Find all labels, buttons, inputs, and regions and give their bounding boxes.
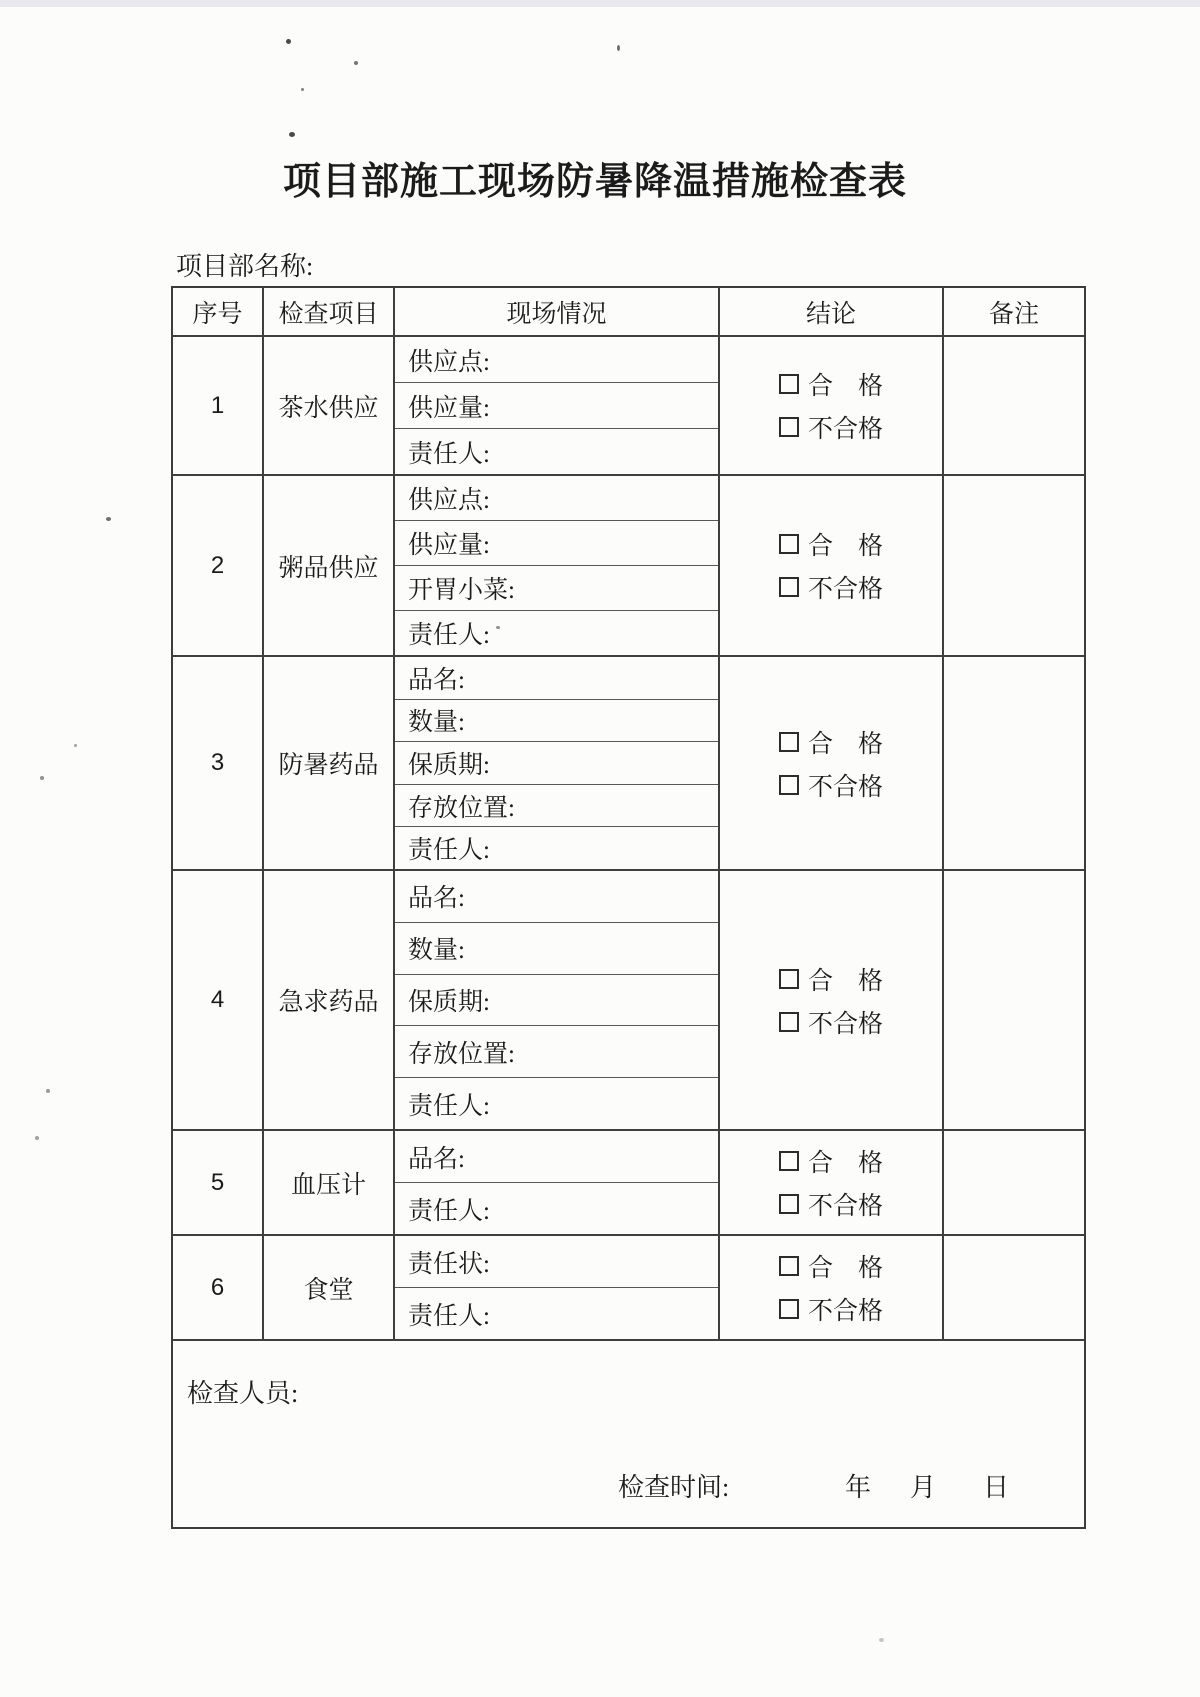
checkbox-icon — [779, 1012, 799, 1032]
inspectors-label: 检查人员: — [187, 1379, 299, 1408]
row-item-label: 食堂 — [262, 1236, 393, 1339]
scan-edge-artifact — [0, 0, 1200, 7]
conclusion-option-fail — [779, 767, 883, 803]
conclusion-fail-label: 不合格 — [807, 1193, 883, 1220]
scan-speck — [617, 45, 620, 51]
scan-speck — [289, 132, 295, 137]
table-row — [173, 1234, 1084, 1339]
conclusion-pass-label: 合 格 — [807, 1150, 883, 1177]
row-remark-cell — [942, 476, 1084, 655]
row-remark-cell — [942, 871, 1084, 1129]
row-number: 4 — [210, 986, 225, 1013]
field-label: 开胃小菜: — [395, 565, 718, 610]
conclusion-option-fail — [779, 1291, 883, 1327]
conclusion-pass-label: 合 格 — [807, 1255, 883, 1282]
field-label: 供应点: — [408, 348, 490, 376]
field-label: 责任人: — [395, 428, 718, 474]
conclusion-fail-label: 不合格 — [807, 1298, 883, 1325]
conclusion-option-fail — [779, 1186, 883, 1222]
conclusion-option-pass — [779, 724, 883, 760]
conclusion-pass-label: 合 格 — [807, 967, 883, 995]
scan-speck — [286, 39, 291, 44]
row-conclusion — [718, 476, 942, 655]
row-number: 5 — [210, 1168, 225, 1196]
row-fields — [393, 337, 718, 474]
row-conclusion — [718, 1236, 942, 1339]
row-number: 3 — [210, 749, 225, 776]
row-fields — [393, 1131, 718, 1234]
conclusion-fail-label: 不合格 — [807, 773, 883, 801]
scan-speck — [74, 744, 77, 747]
inspection-time-label: 检查时间: — [618, 1473, 730, 1502]
row-item-label: 防暑药品 — [262, 657, 393, 869]
header-item: 检查项目 — [262, 288, 393, 335]
day-label: 日 — [983, 1473, 1010, 1502]
conclusion-option-pass — [779, 366, 883, 402]
scan-speck — [301, 88, 304, 91]
row-item-label: 粥品供应 — [262, 476, 393, 655]
row-fields — [393, 871, 718, 1129]
table-row — [173, 1129, 1084, 1234]
field-label: 供应量: — [395, 520, 718, 565]
row-conclusion — [718, 337, 942, 474]
year-label: 年 — [845, 1473, 872, 1502]
table-row — [173, 869, 1084, 1129]
row-remark-cell — [942, 337, 1084, 474]
checkbox-icon — [779, 732, 799, 752]
month-label: 月 — [910, 1473, 937, 1502]
row-item-label: 茶水供应 — [262, 337, 393, 474]
field-label: 品名: — [408, 885, 465, 913]
checkbox-icon — [779, 374, 799, 394]
conclusion-option-fail — [779, 409, 883, 445]
row-fields — [393, 476, 718, 655]
scan-speck — [40, 776, 44, 780]
table-row — [173, 474, 1084, 655]
row-number: 2 — [210, 551, 225, 579]
checkbox-icon — [779, 969, 799, 989]
field-label: 保质期: — [395, 974, 718, 1026]
scan-speck — [35, 1136, 39, 1140]
checkbox-icon — [779, 1256, 799, 1276]
header-remark: 备注 — [942, 288, 1084, 335]
conclusion-option-fail — [779, 1004, 883, 1040]
row-remark-cell — [942, 1236, 1084, 1339]
checkbox-icon — [779, 1299, 799, 1319]
field-label: 存放位置: — [395, 1025, 718, 1077]
row-conclusion — [718, 871, 942, 1129]
row-remark-cell — [942, 1131, 1084, 1234]
conclusion-option-pass — [779, 1143, 883, 1179]
field-label: 责任人: — [395, 1182, 718, 1234]
scan-speck — [106, 517, 111, 521]
row-fields — [393, 1236, 718, 1339]
field-label: 供应量: — [395, 382, 718, 428]
field-label: 保质期: — [395, 741, 718, 784]
inspection-table — [171, 286, 1086, 1529]
conclusion-fail-label: 不合格 — [807, 416, 883, 443]
conclusion-pass-label: 合 格 — [807, 533, 883, 560]
table-footer-cell — [173, 1339, 1084, 1531]
conclusion-pass-label: 合 格 — [807, 373, 883, 400]
table-row — [173, 335, 1084, 474]
conclusion-pass-label: 合 格 — [807, 730, 883, 758]
row-item-label: 急求药品 — [262, 871, 393, 1129]
field-label: 责任人: — [395, 1077, 718, 1129]
table-header-row — [173, 288, 1084, 335]
field-label: 责任人: — [395, 826, 718, 869]
row-fields — [393, 657, 718, 869]
row-number: 1 — [210, 391, 225, 419]
checkbox-icon — [779, 577, 799, 597]
checkbox-icon — [779, 1151, 799, 1171]
checkbox-icon — [779, 534, 799, 554]
checkbox-icon — [779, 775, 799, 795]
inspection-time-line — [173, 1467, 1084, 1501]
field-label: 责任人: — [395, 1287, 718, 1339]
scan-speck — [46, 1089, 50, 1093]
checkbox-icon — [779, 417, 799, 437]
header-seq: 序号 — [192, 300, 243, 328]
conclusion-option-pass — [779, 1248, 883, 1284]
field-label: 责任状: — [408, 1250, 490, 1278]
scan-speck — [879, 1638, 884, 1642]
table-row — [173, 655, 1084, 869]
checkbox-icon — [779, 1194, 799, 1214]
header-site-condition: 现场情况 — [393, 288, 718, 335]
conclusion-fail-label: 不合格 — [807, 576, 883, 603]
page-title: 项目部施工现场防暑降温措施检查表 — [282, 161, 907, 203]
field-label: 存放位置: — [395, 784, 718, 827]
row-conclusion — [718, 657, 942, 869]
row-number: 6 — [210, 1273, 225, 1301]
header-conclusion: 结论 — [718, 288, 942, 335]
row-conclusion — [718, 1131, 942, 1234]
field-label: 品名: — [408, 1145, 465, 1173]
scan-speck — [354, 61, 358, 65]
field-label: 责任人: — [395, 610, 718, 655]
conclusion-fail-label: 不合格 — [807, 1010, 883, 1038]
conclusion-option-pass — [779, 526, 883, 562]
row-remark-cell — [942, 657, 1084, 869]
conclusion-option-pass — [779, 961, 883, 997]
field-label: 供应点: — [408, 487, 490, 514]
field-label: 数量: — [395, 699, 718, 742]
field-label: 数量: — [395, 922, 718, 974]
form-name-label: 项目部名称: — [176, 252, 314, 281]
row-item-label: 血压计 — [262, 1131, 393, 1234]
field-label: 品名: — [408, 666, 465, 694]
conclusion-option-fail — [779, 569, 883, 605]
